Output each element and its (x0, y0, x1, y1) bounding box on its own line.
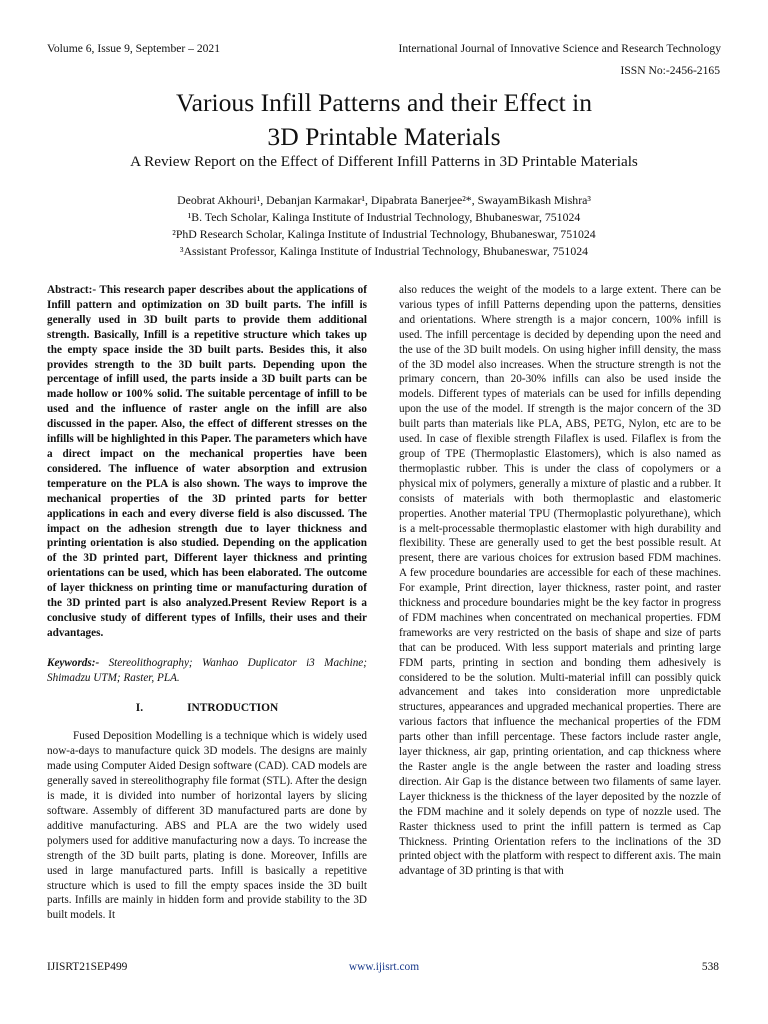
affiliation-3: ³Assistant Professor, Kalinga Institute of Industrial Technology, Bhubaneswar, 751024 (179, 244, 589, 258)
abstract: Abstract:- This research paper describes about the applications of Infill pattern and optimization on 3D built parts. The infill is generally used in 3D built parts to provide them additional strength. Basically, Infill is a repetitive structure which takes up the empty space inside the 3D built parts. Besides this, it also provides strength to the 3D built parts. Depending upon the percentage of infill used, the parts inside a 3D built parts can be made hollow or 100% solid. The suitable percentage of infill to be used and the influence of raster angle on the infill are also discussed in the paper. Also, the effect of different stresses on the infills will be highlighted in this Paper. The parameters which have a direct impact on the mechanical properties have been considered. The influence of water absorption and extrusion temperature on the PLA is also shown. The ways to improve the mechanical properties of the 3D printed parts for better applications in each and every diverse field is also discussed. The impact on the adhesion strength due to layer thickness and printing orientation is also studied. Depending on the application of the 3D printed part, Different layer thickness and printing orientations can be used, which has been elaborated. The outcome of layer thickness on printing time or manufacturing duration of the 3D printed part is also analyzed.Present Review Report is a conclusive study of different types of Infills, their uses and their advantages. (47, 284, 367, 639)
affiliation-2: ²PhD Research Scholar, Kalinga Institute of Industrial Technology, Bhubaneswar, 751024 (172, 227, 596, 241)
author-block (0, 192, 768, 260)
section-title: INTRODUCTION (187, 701, 279, 714)
paper-title (0, 86, 768, 154)
keywords-label: Keywords:- (47, 656, 100, 669)
journal-volume: Volume 6, Issue 9, September – 2021 (47, 42, 221, 55)
keywords-text: Stereolithography; Wanhao Duplicator i3 Machine; Shimadzu UTM; Raster, PLA. (47, 656, 367, 684)
article-code: IJISRT21SEP499 (47, 961, 128, 973)
author-names: Deobrat Akhouri¹, Debanjan Karmakar¹, Dipabrata Banerjee²*, SwayamBikash Mishra³ (177, 193, 591, 207)
issn: ISSN No:-2456-2165 (620, 64, 720, 77)
section-heading-introduction (47, 701, 367, 716)
page-number: 538 (701, 961, 719, 973)
introduction-paragraph: Fused Deposition Modelling is a technique which is widely used now-a-days to manufacture quick 3D models. The designs are mainly made using Computer Aided Design software (CAD). CAD models are generally saved in stereolithography file format (STL). After the design is made, it is divided into number of horizontal layers by slicing software. Assembly of different 3D manufactured parts are done by additive manufacturing. ABS and PLA are the two widely used polymers used for additive manufacturing now a days. To increase the strength of the 3D built parts, plating is done. Moreover, Infills are used in large manufactured parts. Infill is basically a repetitive structure which is used to fill the empty spaces inside the 3D built parts. Infills are mainly in hidden form and provide stability to the 3D built models. It (47, 730, 367, 922)
section-number: I. (135, 701, 144, 714)
journal-website-link[interactable]: www.ijisrt.com (348, 961, 420, 973)
paper-subtitle: A Review Report on the Effect of Different Infill Patterns in 3D Printable Materials (130, 153, 638, 170)
title-line-1: Various Infill Patterns and their Effect in (175, 88, 593, 117)
title-line-2: 3D Printable Materials (267, 122, 501, 151)
affiliation-1: ¹B. Tech Scholar, Kalinga Institute of Industrial Technology, Bhubaneswar, 751024 (187, 210, 581, 224)
right-column-text: also reduces the weight of the models to a large extent. There can be various types of infill Patterns depending upon the patterns, densities and orientations. Where strength is a major concern, 100% infill is used. The infill percentage is decided by depending upon the need and the use of the 3D built models. On using higher infill density, the mass of the 3D model also increases. When the structure strength is not the primary concern, than 20-30% infills can also be used inside the models. Different types of materials can be used for infills depending upon the use of the model. If strength is the major concern of the 3D built parts than materials like PLA, ABS, PETG, Nylon, etc are to be used. In case of flexible strength Filaflex is used. Filaflex is from the group of TPE (Thermoplastic Elastomers), which is also named as thermoplastic rubber. This is under the class of copolymers or a physical mix of polymers, generally a mixture of plastic and a rubber. It consists of materials with both thermoplastic and elastomeric properties. Another material TPU (Thermoplastic polyurethane), which is a melt-processable thermoplastic elastomer with high durability and flexibility. These are generally used to get the best possible result. At present, there are various choices for extrusion based FDM machines. A few procedure boundaries are accessible for each of these machines. For example, Print direction, layer thickness, raster point, and raster thickness and procedure boundaries might be the key factor in progress of FDM machines when concentrated on mechanical properties. FDM frameworks are very restricted on the basis of shape and size of parts that can be produced. With less support materials and printing large FDM parts, printing in section and bonding them adhesively is considered to be the solution. Multi-material infill can possibly quick advancement and takes into consideration more unpredictable structures, appearances and upgraded mechanical properties. There are various factors that influence the mechanical properties of the FDM parts other than infill percentage. These factors include raster angle, layer thickness, air gap, printing orientation, and cap thickness where the Raster angle is the angle between the raster and loading stress direction. Air Gap is the distance between two filaments of same layer. Layer thickness is the thickness of the layer deposited by the nozzle of the FDM machine and it solely depends on type of nozzle used. The Raster thickness used to print the infill pattern is termed as Cap Thickness. Printing Orientation refers to the inclinations of the 3D printed object with the platform with respect to different axis. The main advantage of 3D printing is that with (399, 284, 721, 878)
keywords (47, 656, 367, 686)
right-column (399, 283, 721, 879)
left-column (47, 283, 367, 923)
journal-name: International Journal of Innovative Science and Research Technology (398, 42, 721, 55)
